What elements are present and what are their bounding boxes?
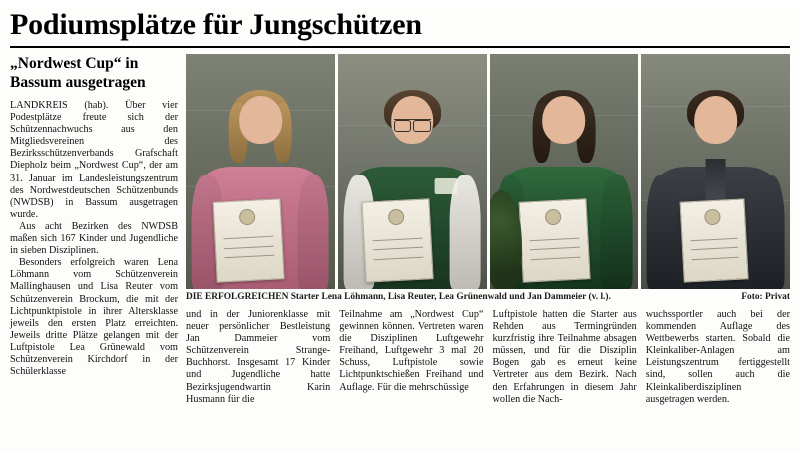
column-2 xyxy=(339,309,483,406)
paragraph: Teilnahme am „Nordwest Cup“ gewinnen können. Vertreten waren die Disziplinen Luftgewehr Freihand, Luftgewehr 3 mal 20 Schuss, Luftpistole sowie Lichtpunktschießen Freihand und Auflage. Für die mehrschüssige xyxy=(339,309,484,393)
certificate-line xyxy=(531,257,581,261)
photo-lea-gruenenwald xyxy=(490,54,639,289)
certificate-line xyxy=(373,247,423,251)
photo-strip xyxy=(186,54,790,289)
lower-columns xyxy=(186,309,790,406)
certificate-seal xyxy=(545,209,562,226)
paragraph: LANDKREIS (hab). Über vier Podestplätze freute sich der Schützennachwuchs aus den Mitgliedsvereinen des Bezirksschützenverbands Grafschaft Diepholz beim „Nordwest Cup“, der am 31. Januar im Landesleistungszentrum des Nordwestdeutschen Schützenbunds (NWDSB) in Bassum ausgetragen wurde. xyxy=(10,100,178,220)
certificate-line xyxy=(691,257,739,260)
person-figure xyxy=(644,92,787,289)
page-title: Podiumsplätze für Jungschützen xyxy=(10,8,422,41)
right-column xyxy=(186,54,790,406)
paragraph: und in der Juniorenklasse mit neuer persönlicher Bestleistung Jan Dammeier vom Schützenverein Strange-Buchhorst. Insgesamt 17 Kinder und Jugendliche hatte Bezirksjugendwartin Karin Husmann für die xyxy=(186,309,331,405)
certificate-seal xyxy=(704,209,721,226)
certificate-line xyxy=(224,255,274,259)
arm-left xyxy=(647,175,678,289)
glasses xyxy=(394,119,431,130)
arm-right xyxy=(298,175,329,289)
column-3 xyxy=(493,309,637,406)
photo-caption xyxy=(186,292,790,303)
certificate xyxy=(361,198,433,282)
certificate-line xyxy=(224,246,274,250)
photo-jan-dammeier xyxy=(641,54,790,289)
certificate-line xyxy=(372,238,422,242)
arm-right xyxy=(753,175,784,289)
arm-right xyxy=(601,175,632,289)
certificate-seal xyxy=(388,209,405,226)
article-body xyxy=(0,54,800,406)
left-column-text xyxy=(10,100,178,378)
certificate xyxy=(213,198,285,282)
head xyxy=(239,96,282,145)
article-subhead: „Nordwest Cup“ in Bassum ausgetragen xyxy=(10,55,146,91)
certificate-line xyxy=(690,247,738,250)
certificate-line xyxy=(530,238,580,242)
person-figure xyxy=(341,92,484,289)
photo-lena-loehmann xyxy=(186,54,335,289)
photo-lisa-reuter xyxy=(338,54,487,289)
head xyxy=(542,96,585,145)
club-logo-patch xyxy=(435,178,458,194)
title-divider xyxy=(10,46,790,48)
certificate xyxy=(519,198,591,282)
certificate-line xyxy=(690,238,738,241)
certificate xyxy=(679,199,748,283)
certificate-seal xyxy=(239,209,256,226)
paragraph: wuchssportler auch bei der kommenden Auflage des Wettbewerbs starten. Sobald die Kleinkaliber-Anlagen am Leistungszentrum fertiggestellt sind, sollen auch die Kleinkaliberdisziplinen ausgetragen werden. xyxy=(645,309,790,405)
column-1 xyxy=(186,309,330,406)
head xyxy=(694,96,737,145)
left-column xyxy=(10,54,178,406)
paragraph: Aus acht Bezirken des NWDSB maßen sich 167 Kinder und Jugendliche in sieben Disziplinen. xyxy=(10,220,178,257)
person-figure xyxy=(189,92,332,289)
paragraph: Besonders erfolgreich waren Lena Löhmann vom Schützenverein Mallinghausen und Lisa Reuter vom Schützenverein Brockum, die mit der Lichtpunktpistole in ihrer Altersklasse jeweils den ersten Platz erreichten. Jeweils dritte Plätze gelangen mit der Luftpistole Lea Grünewald vom Schützenverein Kirchdorf in der Schülerklasse xyxy=(10,257,178,378)
newspaper-page xyxy=(0,8,800,452)
certificate-line xyxy=(223,236,273,240)
column-4 xyxy=(646,309,790,406)
caption-text: DIE ERFOLGREICHEN Starter Lena Löhmann, Lisa Reuter, Lea Grünenwald und Jan Dammeier (v. l.). xyxy=(186,292,611,302)
photo-credit: Foto: Privat xyxy=(741,292,790,302)
certificate-line xyxy=(530,247,580,251)
paragraph: Luftpistole hatten die Starter aus Rehden aus Termingründen kurzfristig ihre Teilnahme absagen müssen, und für die Disziplin Bogen gab es erneut keine Vertreter aus dem Bezirk. Nach den Erfahrungen in diesem Jahr wollen die Nach- xyxy=(492,309,637,405)
certificate-line xyxy=(373,257,423,261)
